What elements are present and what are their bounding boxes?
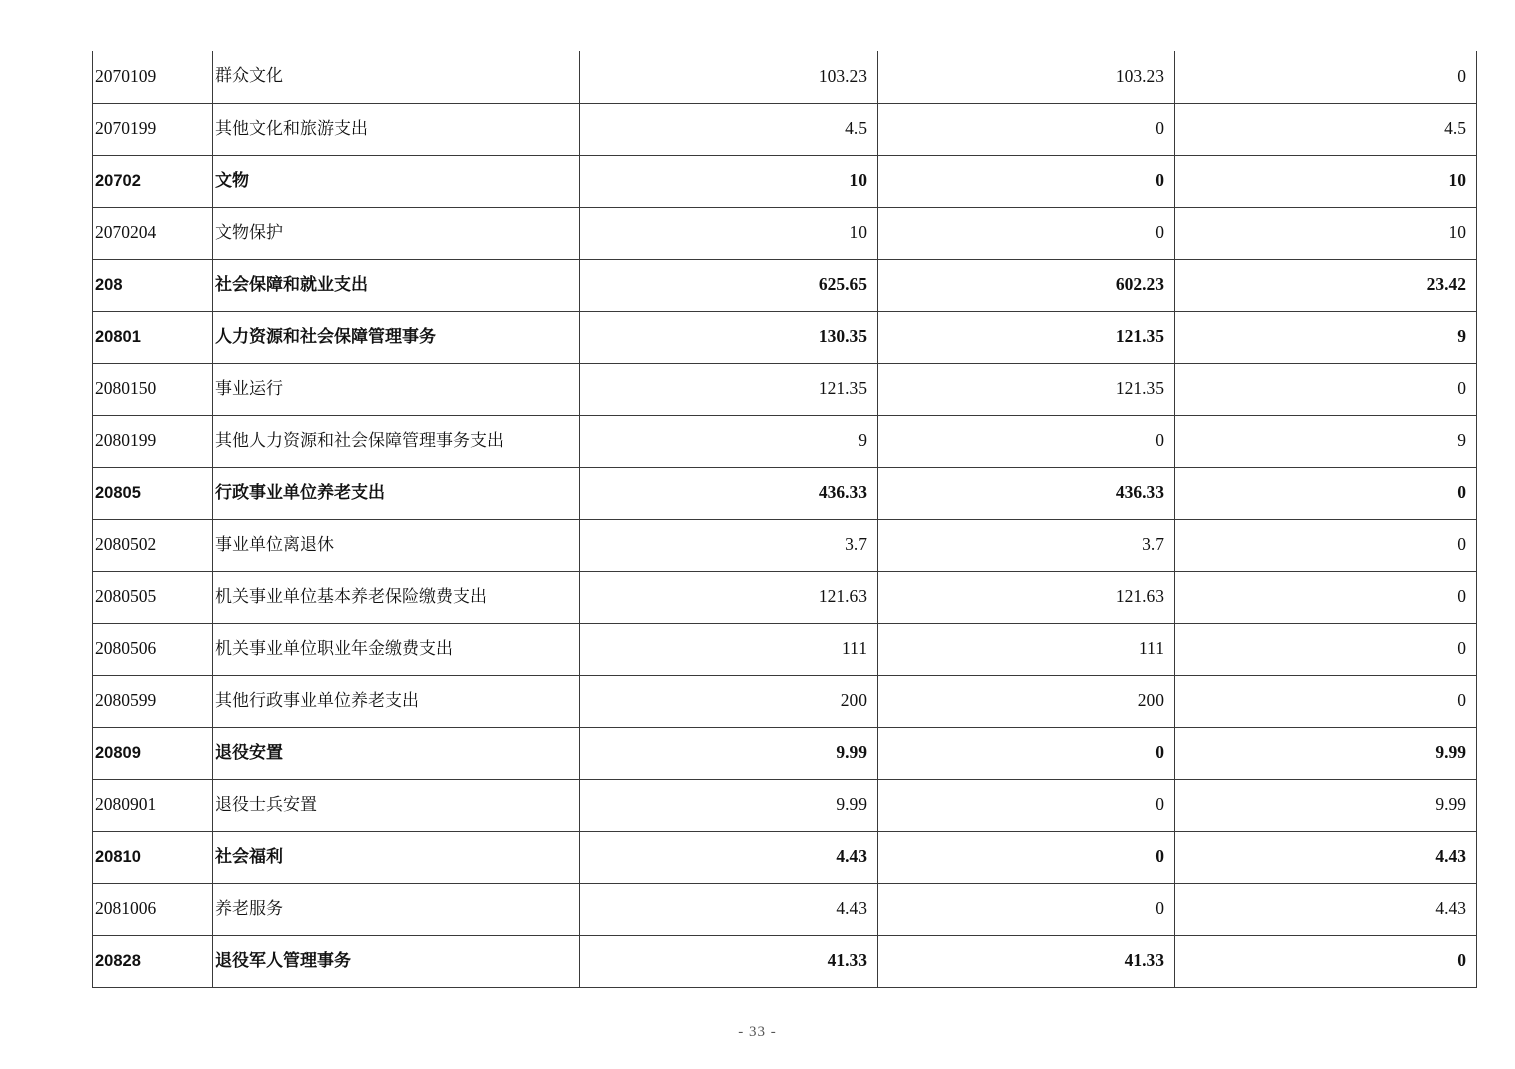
project-expenditure-cell: 4.43 (1175, 831, 1477, 883)
basic-expenditure-cell: 121.35 (878, 311, 1175, 363)
total-amount-cell: 9 (580, 415, 878, 467)
account-code-cell: 20810 (93, 831, 213, 883)
total-amount-cell: 103.23 (580, 51, 878, 103)
account-name-cell: 群众文化 (213, 51, 580, 103)
basic-expenditure-cell: 0 (878, 415, 1175, 467)
account-code-cell: 2080505 (93, 571, 213, 623)
total-amount-cell: 9.99 (580, 727, 878, 779)
basic-expenditure-cell: 200 (878, 675, 1175, 727)
project-expenditure-cell: 0 (1175, 51, 1477, 103)
table-row (93, 259, 1477, 311)
table-row (93, 519, 1477, 571)
basic-expenditure-cell: 0 (878, 727, 1175, 779)
total-amount-cell: 200 (580, 675, 878, 727)
account-code-cell: 20702 (93, 155, 213, 207)
project-expenditure-cell: 10 (1175, 155, 1477, 207)
table-row (93, 363, 1477, 415)
project-expenditure-cell: 9 (1175, 311, 1477, 363)
account-code-cell: 20828 (93, 935, 213, 987)
account-name-cell: 事业单位离退休 (213, 519, 580, 571)
project-expenditure-cell: 9.99 (1175, 727, 1477, 779)
table-row (93, 311, 1477, 363)
account-name-cell: 退役军人管理事务 (213, 935, 580, 987)
basic-expenditure-cell: 0 (878, 883, 1175, 935)
account-name-cell: 机关事业单位基本养老保险缴费支出 (213, 571, 580, 623)
basic-expenditure-cell: 0 (878, 207, 1175, 259)
basic-expenditure-cell: 0 (878, 831, 1175, 883)
project-expenditure-cell: 4.43 (1175, 883, 1477, 935)
total-amount-cell: 10 (580, 207, 878, 259)
page-number: - 33 - (738, 1024, 777, 1040)
project-expenditure-cell: 0 (1175, 363, 1477, 415)
table-row (93, 831, 1477, 883)
basic-expenditure-cell: 103.23 (878, 51, 1175, 103)
account-code-cell: 20805 (93, 467, 213, 519)
account-code-cell: 2070199 (93, 103, 213, 155)
basic-expenditure-cell: 3.7 (878, 519, 1175, 571)
project-expenditure-cell: 0 (1175, 675, 1477, 727)
account-name-cell: 文物保护 (213, 207, 580, 259)
account-name-cell: 事业运行 (213, 363, 580, 415)
basic-expenditure-cell: 602.23 (878, 259, 1175, 311)
total-amount-cell: 9.99 (580, 779, 878, 831)
total-amount-cell: 121.63 (580, 571, 878, 623)
account-code-cell: 20801 (93, 311, 213, 363)
total-amount-cell: 3.7 (580, 519, 878, 571)
total-amount-cell: 625.65 (580, 259, 878, 311)
project-expenditure-cell: 0 (1175, 935, 1477, 987)
budget-table-body (93, 51, 1477, 987)
account-name-cell: 社会福利 (213, 831, 580, 883)
table-row (93, 727, 1477, 779)
account-name-cell: 其他人力资源和社会保障管理事务支出 (213, 415, 580, 467)
total-amount-cell: 10 (580, 155, 878, 207)
account-code-cell: 2080901 (93, 779, 213, 831)
account-name-cell: 退役安置 (213, 727, 580, 779)
total-amount-cell: 4.5 (580, 103, 878, 155)
account-name-cell: 其他行政事业单位养老支出 (213, 675, 580, 727)
total-amount-cell: 4.43 (580, 831, 878, 883)
total-amount-cell: 4.43 (580, 883, 878, 935)
project-expenditure-cell: 0 (1175, 467, 1477, 519)
basic-expenditure-cell: 0 (878, 779, 1175, 831)
account-code-cell: 2070109 (93, 51, 213, 103)
table-row (93, 779, 1477, 831)
account-name-cell: 人力资源和社会保障管理事务 (213, 311, 580, 363)
table-row (93, 883, 1477, 935)
account-name-cell: 文物 (213, 155, 580, 207)
project-expenditure-cell: 0 (1175, 571, 1477, 623)
basic-expenditure-cell: 41.33 (878, 935, 1175, 987)
basic-expenditure-cell: 121.35 (878, 363, 1175, 415)
basic-expenditure-cell: 0 (878, 155, 1175, 207)
total-amount-cell: 111 (580, 623, 878, 675)
table-row (93, 571, 1477, 623)
account-name-cell: 其他文化和旅游支出 (213, 103, 580, 155)
table-row (93, 675, 1477, 727)
basic-expenditure-cell: 111 (878, 623, 1175, 675)
table-row (93, 623, 1477, 675)
basic-expenditure-cell: 0 (878, 103, 1175, 155)
account-code-cell: 2080502 (93, 519, 213, 571)
table-row (93, 51, 1477, 103)
account-code-cell: 2081006 (93, 883, 213, 935)
account-code-cell: 208 (93, 259, 213, 311)
budget-table (92, 51, 1477, 988)
project-expenditure-cell: 23.42 (1175, 259, 1477, 311)
project-expenditure-cell: 4.5 (1175, 103, 1477, 155)
table-row (93, 467, 1477, 519)
total-amount-cell: 436.33 (580, 467, 878, 519)
project-expenditure-cell: 9.99 (1175, 779, 1477, 831)
account-name-cell: 社会保障和就业支出 (213, 259, 580, 311)
account-code-cell: 2080599 (93, 675, 213, 727)
account-code-cell: 2080150 (93, 363, 213, 415)
total-amount-cell: 130.35 (580, 311, 878, 363)
basic-expenditure-cell: 436.33 (878, 467, 1175, 519)
basic-expenditure-cell: 121.63 (878, 571, 1175, 623)
account-name-cell: 行政事业单位养老支出 (213, 467, 580, 519)
account-code-cell: 2070204 (93, 207, 213, 259)
account-code-cell: 2080506 (93, 623, 213, 675)
account-code-cell: 2080199 (93, 415, 213, 467)
table-row (93, 415, 1477, 467)
table-row (93, 935, 1477, 987)
project-expenditure-cell: 0 (1175, 623, 1477, 675)
project-expenditure-cell: 10 (1175, 207, 1477, 259)
total-amount-cell: 121.35 (580, 363, 878, 415)
account-name-cell: 养老服务 (213, 883, 580, 935)
total-amount-cell: 41.33 (580, 935, 878, 987)
project-expenditure-cell: 0 (1175, 519, 1477, 571)
account-name-cell: 退役士兵安置 (213, 779, 580, 831)
project-expenditure-cell: 9 (1175, 415, 1477, 467)
table-row (93, 103, 1477, 155)
table-row (93, 207, 1477, 259)
table-row (93, 155, 1477, 207)
account-name-cell: 机关事业单位职业年金缴费支出 (213, 623, 580, 675)
account-code-cell: 20809 (93, 727, 213, 779)
